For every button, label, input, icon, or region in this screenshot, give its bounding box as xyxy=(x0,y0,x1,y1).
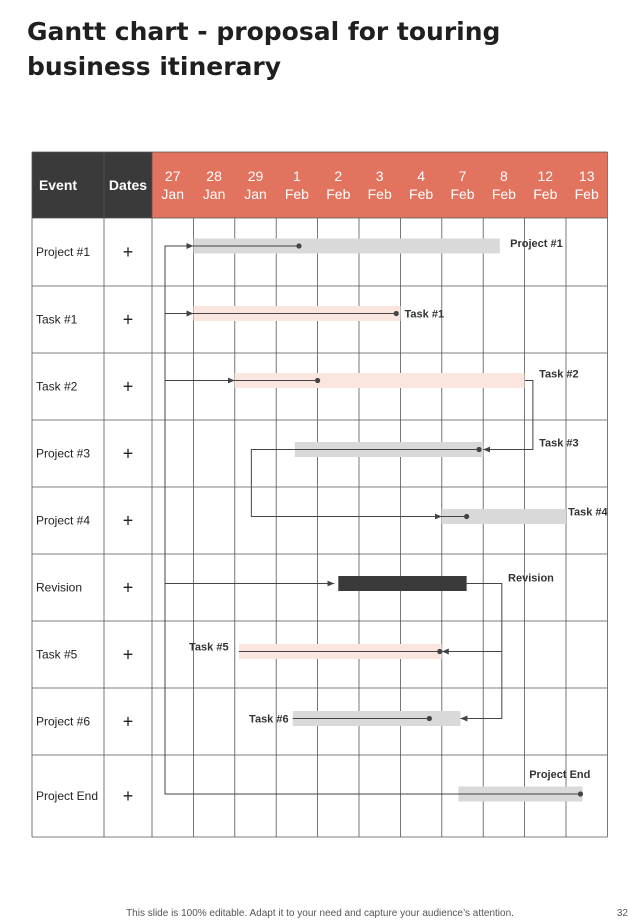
bar-marker-dot xyxy=(476,447,481,452)
page-number: 32 xyxy=(616,908,628,919)
date-month-label: Feb xyxy=(533,186,558,202)
row-event-label: Project #1 xyxy=(36,245,91,259)
bar-label: Revision xyxy=(508,572,554,585)
date-day-label: 27 xyxy=(164,168,181,184)
date-month-label: Feb xyxy=(450,186,475,202)
bar-label: Task #3 xyxy=(539,437,579,450)
connector-task2-task3 xyxy=(483,381,533,450)
date-day-label: 13 xyxy=(578,168,595,184)
date-month-label: Feb xyxy=(409,186,434,202)
bar-label: Project #1 xyxy=(510,238,563,250)
date-day-label: 7 xyxy=(458,168,467,184)
row-dates-plus: + xyxy=(122,376,134,397)
date-month-label: Jan xyxy=(161,186,184,202)
page-title: Gantt chart - proposal for touring business itinerary xyxy=(27,17,501,81)
bar-label: Project End xyxy=(529,769,591,781)
bar-label: Task #4 xyxy=(568,506,608,519)
date-day-label: 2 xyxy=(334,168,343,184)
row-dates-plus: + xyxy=(122,577,134,598)
row-dates-plus: + xyxy=(122,309,134,330)
date-day-label: 4 xyxy=(417,168,425,184)
date-day-label: 8 xyxy=(500,168,508,184)
row-dates-plus: + xyxy=(122,644,134,665)
row-event-label: Project #4 xyxy=(36,513,91,528)
date-day-label: 3 xyxy=(375,168,384,184)
bar-marker-dot xyxy=(437,649,442,654)
row-dates-plus: + xyxy=(122,711,134,732)
footer-note: This slide is 100% editable. Adapt it to your need and capture your audience’s attention. xyxy=(126,908,514,919)
bar-label: Task #5 xyxy=(189,641,229,654)
header-dates-band xyxy=(152,152,607,218)
gantt-bar-6 xyxy=(338,576,466,591)
bar-marker-dot xyxy=(296,243,301,248)
row-event-label: Project End xyxy=(36,789,99,803)
date-month-label: Feb xyxy=(284,186,309,202)
row-event-label: Revision xyxy=(36,580,83,595)
row-dates-plus: + xyxy=(122,786,134,806)
date-month-label: Feb xyxy=(574,186,599,202)
date-month-label: Feb xyxy=(367,186,392,202)
bar-marker-dot xyxy=(315,378,320,383)
date-day-label: 1 xyxy=(293,168,301,184)
bar-marker-dot xyxy=(464,514,469,519)
row-event-label: Project #6 xyxy=(36,714,91,729)
bar-label: Task #6 xyxy=(249,713,289,726)
row-event-label: Project #3 xyxy=(36,446,91,461)
date-month-label: Feb xyxy=(326,186,351,202)
row-event-label: Task #5 xyxy=(36,647,78,662)
date-day-label: 28 xyxy=(206,168,222,184)
row-event-label: Task #1 xyxy=(36,312,78,327)
bar-marker-dot xyxy=(394,311,399,316)
bar-marker-dot xyxy=(578,791,583,796)
date-month-label: Jan xyxy=(244,186,267,202)
connector-task3-task4 xyxy=(251,450,441,517)
bar-marker-dot xyxy=(427,716,432,721)
row-event-label: Task #2 xyxy=(36,379,78,394)
bar-label: Task #1 xyxy=(404,308,445,321)
date-day-label: 29 xyxy=(247,168,264,184)
row-dates-plus: + xyxy=(122,510,134,531)
row-dates-plus: + xyxy=(122,443,134,464)
date-month-label: Feb xyxy=(491,186,516,202)
header-dates-label: Dates xyxy=(108,177,148,193)
row-dates-plus: + xyxy=(122,242,134,262)
date-day-label: 12 xyxy=(537,168,554,184)
date-month-label: Jan xyxy=(202,186,226,202)
header-event-label: Event xyxy=(38,177,78,193)
bar-label: Task #2 xyxy=(539,368,579,381)
